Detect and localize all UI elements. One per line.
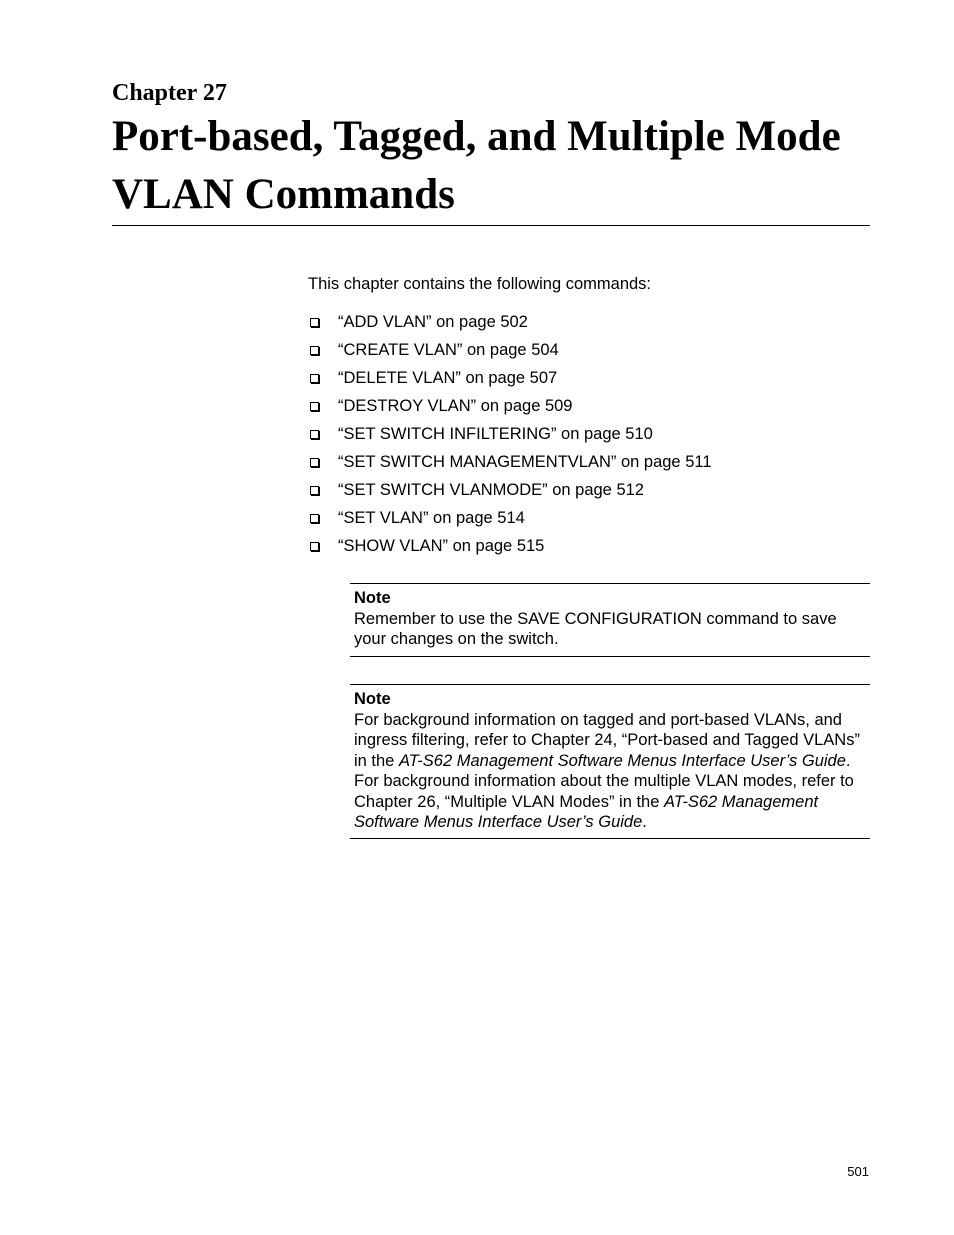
note-save-configuration [350,583,870,657]
note-text-part: For background information on tagged and port-based VLANs, and ingress filtering, refer to Chapter 24, “Port-based and Tagged VLANs” in the [354,710,860,770]
chapter-body [308,274,868,564]
chapter-label: Chapter 27 [112,80,227,106]
command-link[interactable]: “ADD VLAN” on page 502 [338,313,528,331]
checkbox-bullet-icon [310,402,319,411]
command-item-delete-vlan[interactable] [308,368,868,396]
note-text-part: . [642,813,647,831]
checkbox-bullet-icon [310,430,319,439]
note-heading: Note [354,589,391,607]
command-link[interactable]: “SET SWITCH INFILTERING” on page 510 [338,425,653,443]
note-text [354,710,870,833]
command-link[interactable]: “SET SWITCH MANAGEMENTVLAN” on page 511 [338,453,712,471]
note-text-part: . For background information about the multiple VLAN modes, refer to Chapter 26, “Multiple VLAN Modes” in the [354,751,854,811]
command-item-set-switch-infiltering[interactable] [308,424,868,452]
checkbox-bullet-icon [310,346,319,355]
command-link[interactable]: “DESTROY VLAN” on page 509 [338,397,573,415]
checkbox-bullet-icon [310,318,319,327]
checkbox-bullet-icon [310,458,319,467]
page-number: 501 [847,1164,869,1179]
command-link[interactable]: “DELETE VLAN” on page 507 [338,369,558,387]
command-item-destroy-vlan[interactable] [308,396,868,424]
intro-text: This chapter contains the following commands: [308,275,652,293]
note-background-information [350,684,870,839]
note-text: Remember to use the SAVE CONFIGURATION command to save your changes on the switch. [354,609,837,648]
guide-title: AT-S62 Management Software Menus Interface User’s Guide [398,751,846,770]
command-list [308,312,868,564]
checkbox-bullet-icon [310,514,319,523]
command-item-set-switch-managementvlan[interactable] [308,452,868,480]
checkbox-bullet-icon [310,374,319,383]
chapter-title: Port-based, Tagged, and Multiple Mode VLAN Commands [112,113,841,218]
title-divider [112,225,870,226]
command-item-set-switch-vlanmode[interactable] [308,480,868,508]
command-link[interactable]: “SHOW VLAN” on page 515 [338,537,545,555]
command-item-set-vlan[interactable] [308,508,868,536]
command-item-show-vlan[interactable] [308,536,868,564]
command-link[interactable]: “SET SWITCH VLANMODE” on page 512 [338,481,644,499]
command-link[interactable]: “CREATE VLAN” on page 504 [338,341,559,359]
note-heading: Note [354,690,391,708]
guide-title: AT-S62 Management Software Menus Interface User’s Guide [354,792,819,831]
command-link[interactable]: “SET VLAN” on page 514 [338,509,525,527]
checkbox-bullet-icon [310,486,319,495]
checkbox-bullet-icon [310,542,319,551]
command-item-create-vlan[interactable] [308,340,868,368]
command-item-add-vlan[interactable] [308,312,868,340]
